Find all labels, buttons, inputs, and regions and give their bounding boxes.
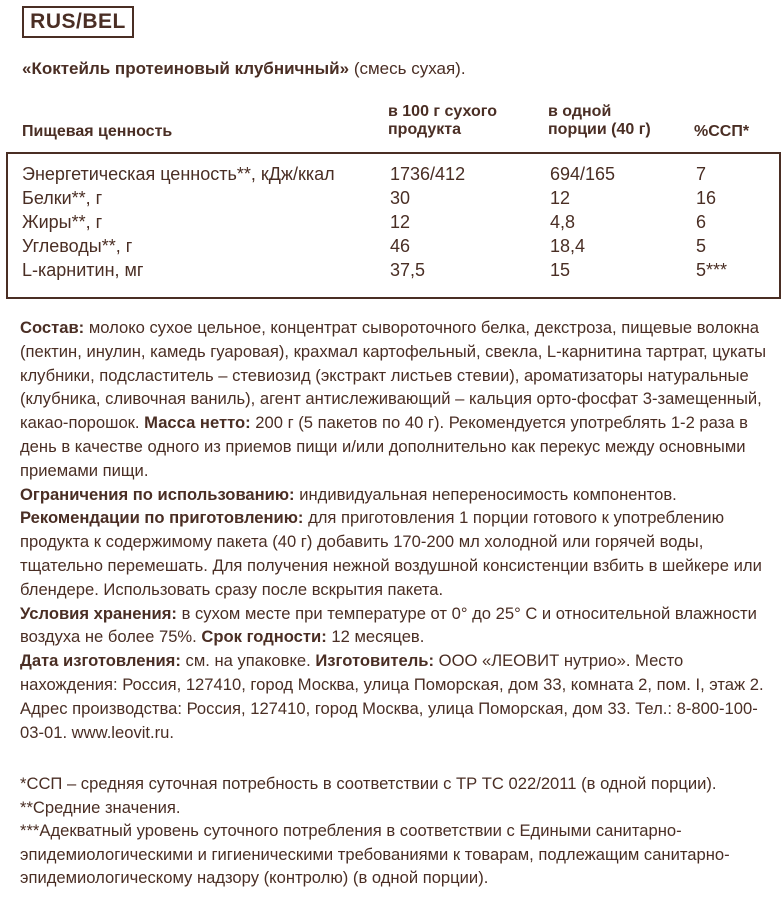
manufacture-date-text: см. на упаковке.	[185, 651, 311, 671]
header-daily-value: %ССП*	[694, 123, 750, 140]
row-name: Белки**, г	[22, 188, 103, 208]
row-per-100g: 37,5	[390, 260, 426, 280]
storage-text: в сухом месте при температуре от 0° до 25° С и относительной влажности воздуха не более 75%.	[20, 603, 757, 647]
table-row	[8, 210, 783, 234]
nutrition-table-header	[22, 103, 782, 151]
nutrition-table	[6, 152, 781, 299]
footnotes	[20, 772, 778, 890]
table-row	[8, 234, 783, 258]
shelf-life-label: Срок годности:	[201, 627, 327, 647]
product-name: «Коктейль протеиновый клубничный»	[22, 59, 350, 78]
row-daily-value: 16	[696, 188, 717, 208]
shelf-life-text: 12 месяцев.	[331, 627, 425, 647]
row-per-100g: 30	[390, 188, 411, 208]
preparation-label: Рекомендации по приготовлению:	[20, 508, 304, 528]
row-daily-value: 5***	[696, 260, 728, 280]
header-per-portion-line1: в одной	[548, 103, 612, 120]
language-badge: RUS/BEL	[22, 6, 134, 38]
manufacture-date-label: Дата изготовления:	[20, 651, 181, 671]
table-row	[8, 162, 783, 186]
manufacturer-label: Изготовитель:	[315, 651, 435, 671]
row-per-portion: 12	[550, 188, 571, 208]
row-per-100g: 12	[390, 212, 411, 232]
row-daily-value: 5	[696, 236, 707, 256]
net-weight-text: 200 г (5 пакетов по 40 г). Рекомендуется употреблять 1-2 раза в день в качестве одного из приемов пищи и/или дополнительно как перекус между основными приемами пищи.	[20, 413, 748, 480]
row-per-100g: 1736/412	[390, 164, 466, 184]
composition-text: молоко сухое цельное, концентрат сывороточного белка, декстроза, пищевые волокна (пектин, инулин, камедь гуаровая), крахмал картофельный, свекла, L-карнитина тартрат, цукаты клубники, подсластитель – стевиозид (экстракт листьев стевии), ароматизаторы натуральные (клубника, сливочная ваниль), агент антислеживающий – кальция орто-фосфат 3-замещенный, какао-порошок.	[20, 318, 767, 433]
row-name: Углеводы**, г	[22, 236, 133, 256]
row-name: Энергетическая ценность**, кДж/ккал	[22, 164, 335, 184]
row-name: L-карнитин, мг	[22, 260, 144, 280]
row-per-portion: 18,4	[550, 236, 586, 256]
product-title	[22, 58, 466, 80]
header-nutrition-value: Пищевая ценность	[22, 123, 173, 140]
table-row	[8, 186, 783, 210]
row-per-portion: 4,8	[550, 212, 576, 232]
preparation-text: для приготовления 1 порции готового к употреблению продукта к содержимому пакета (40 г) добавить 170-200 мл холодной или горячей воды, тщательно перемешать. Для получения нежной воздушной консистенции взбить в шейкере или блендере. Использовать сразу после вскрытия пакета.	[20, 508, 762, 599]
table-row	[8, 258, 783, 282]
header-per-100g-line1: в 100 г сухого	[388, 103, 498, 120]
header-per-100g-line2: продукта	[388, 121, 461, 138]
header-per-portion-line2: порции (40 г)	[548, 121, 651, 138]
manufacturer-text: ООО «ЛЕОВИТ нутрио». Место нахождения: Россия, 127410, город Москва, улица Поморская, дом 33, комната 2, пом. I, этаж 2. Адрес производства: Россия, 127410, город Москва, улица Поморская, дом 33. Тел.: 8-800-100-03-01. www.leovit.ru.	[20, 651, 764, 742]
footnote-adequate-level: ***Адекватный уровень суточного потребления в соответствии с Едиными санитарно-эпидемиологическими и гигиеническими требованиями к товарам, подлежащим санитарно-эпидемиологическому надзору (контролю) (в одной порции).	[20, 821, 730, 887]
restrictions-label: Ограничения по использованию:	[20, 484, 295, 504]
row-per-portion: 15	[550, 260, 571, 280]
header-per-portion	[548, 103, 651, 139]
row-per-100g: 46	[390, 236, 411, 256]
net-weight-label: Масса нетто:	[144, 413, 251, 433]
row-per-portion: 694/165	[550, 164, 616, 184]
restrictions-text: индивидуальная непереносимость компонентов.	[299, 484, 677, 504]
footnote-daily-value: *ССП – средняя суточная потребность в соответствии с ТР ТС 022/2011 (в одной порции).	[20, 774, 717, 793]
row-name: Жиры**, г	[22, 212, 103, 232]
product-details	[20, 316, 770, 744]
row-daily-value: 7	[696, 164, 707, 184]
composition-label: Состав:	[20, 318, 85, 337]
footnote-average: **Средние значения.	[20, 797, 181, 817]
product-type: (смесь сухая).	[353, 59, 466, 78]
storage-label: Условия хранения:	[20, 603, 177, 623]
row-daily-value: 6	[696, 212, 707, 232]
header-per-100g	[388, 103, 497, 139]
